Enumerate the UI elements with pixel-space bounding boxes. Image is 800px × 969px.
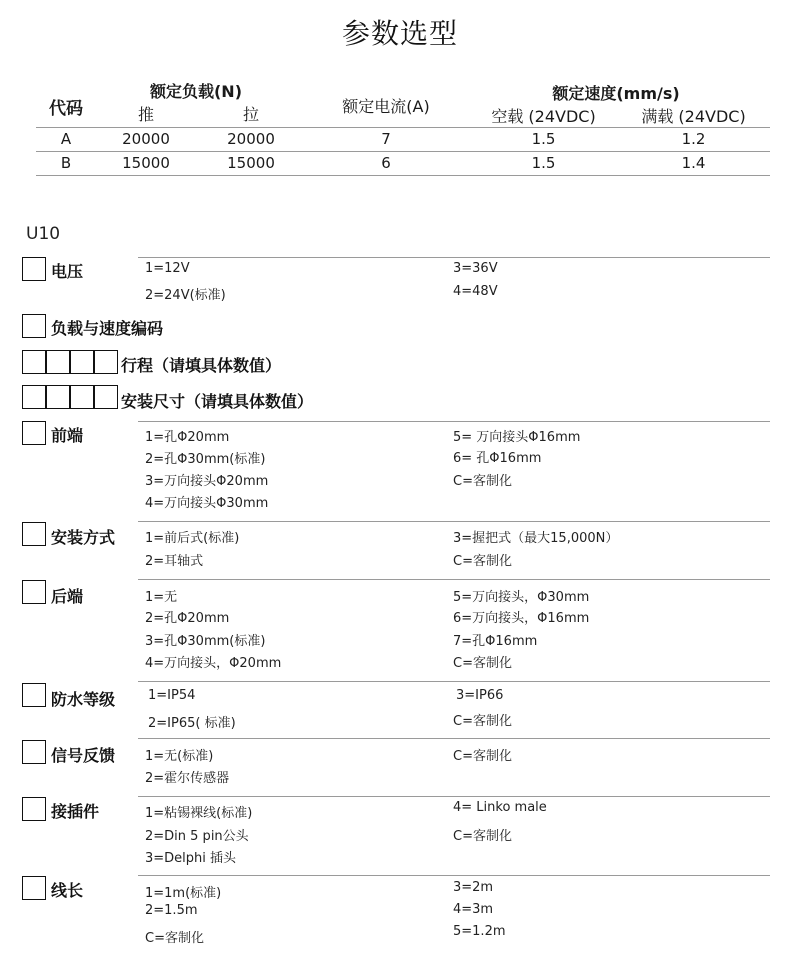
cable-length-option: 5=1.2m <box>453 924 506 939</box>
rear-end-option: 6=万向接头，Φ16mm <box>453 611 590 626</box>
header-full-load: 满载 (24VDC) <box>641 107 746 126</box>
header-rated-current: 额定电流(A) <box>342 97 430 116</box>
feedback-checkbox[interactable] <box>22 740 46 764</box>
voltage-option: 2=24V(标准) <box>145 288 226 303</box>
cable-length-option: 2=1.5m <box>145 903 198 918</box>
stroke-digit-box[interactable] <box>70 350 94 374</box>
install-size-digit-box[interactable] <box>94 385 118 409</box>
install-size-digit-box[interactable] <box>22 385 46 409</box>
page-title: 参数选型 <box>341 17 458 50</box>
row-b-pull: 15000 <box>227 154 275 172</box>
section-divider <box>138 421 770 422</box>
voltage-option: 1=12V <box>145 261 190 276</box>
feedback-option: 2=霍尔传感器 <box>145 771 230 786</box>
row-a-code: A <box>60 130 72 148</box>
cable-length-option: 4=3m <box>453 902 494 917</box>
header-rated-speed: 额定速度(mm/s) <box>552 84 680 103</box>
mounting-checkbox[interactable] <box>22 522 46 546</box>
waterproof-label: 防水等级 <box>51 690 116 709</box>
voltage-checkbox[interactable] <box>22 257 46 281</box>
waterproof-option: C=客制化 <box>453 714 512 729</box>
row-b-current: 6 <box>381 154 391 172</box>
section-divider <box>138 579 770 580</box>
row-a-push: 20000 <box>122 130 170 148</box>
spec-table <box>36 76 770 176</box>
row-b-no-load: 1.5 <box>531 154 556 172</box>
section-divider <box>138 521 770 522</box>
voltage-label: 电压 <box>51 262 84 281</box>
stroke-label: 行程（请填具体数值） <box>121 356 282 375</box>
row-a-pull: 20000 <box>227 130 275 148</box>
connector-option: 3=Delphi 插头 <box>145 851 237 866</box>
mounting-option: 3=握把式（最大15,000N） <box>453 531 619 546</box>
connector-checkbox[interactable] <box>22 797 46 821</box>
stroke-digit-box[interactable] <box>46 350 70 374</box>
cable-length-label: 线长 <box>51 881 84 900</box>
row-b-push: 15000 <box>122 154 170 172</box>
feedback-label: 信号反馈 <box>51 746 116 765</box>
waterproof-option: 3=IP66 <box>456 688 504 703</box>
load-speed-checkbox[interactable] <box>22 314 46 338</box>
waterproof-option: 1=IP54 <box>148 688 196 703</box>
rear-end-option: 7=孔Φ16mm <box>453 634 538 649</box>
rear-end-label: 后端 <box>51 587 84 606</box>
connector-option: 4= Linko male <box>453 800 547 815</box>
section-divider <box>138 738 770 739</box>
row-a-no-load: 1.5 <box>531 130 556 148</box>
cable-length-option: 3=2m <box>453 880 494 895</box>
install-size-digit-box[interactable] <box>46 385 70 409</box>
voltage-option: 3=36V <box>453 261 498 276</box>
rear-end-option: 2=孔Φ20mm <box>145 611 230 626</box>
section-divider <box>138 257 770 258</box>
section-divider <box>138 796 770 797</box>
rear-end-option: 5=万向接头，Φ30mm <box>453 590 590 605</box>
front-end-option: C=客制化 <box>453 474 512 489</box>
header-no-load: 空载 (24VDC) <box>491 107 596 126</box>
model-code: U10 <box>26 224 61 244</box>
mounting-option: 2=耳轴式 <box>145 554 204 569</box>
connector-option: 1=粘锡裸线(标准) <box>145 806 253 821</box>
front-end-option: 1=孔Φ20mm <box>145 430 230 445</box>
header-push: 推 <box>137 105 154 124</box>
connector-label: 接插件 <box>51 802 100 821</box>
header-code: 代码 <box>49 99 83 119</box>
table-rule <box>36 151 770 152</box>
front-end-option: 2=孔Φ30mm(标准) <box>145 452 266 467</box>
front-end-checkbox[interactable] <box>22 421 46 445</box>
cable-length-option: C=客制化 <box>145 931 204 946</box>
install-size-digit-box[interactable] <box>70 385 94 409</box>
mounting-label: 安装方式 <box>51 528 116 547</box>
table-rule <box>36 127 770 128</box>
stroke-digit-box[interactable] <box>22 350 46 374</box>
row-b-code: B <box>60 154 72 172</box>
front-end-option: 3=万向接头Φ20mm <box>145 474 269 489</box>
mounting-option: C=客制化 <box>453 554 512 569</box>
mounting-option: 1=前后式(标准) <box>145 531 240 546</box>
waterproof-option: 2=IP65( 标准) <box>148 716 236 731</box>
front-end-label: 前端 <box>51 426 84 445</box>
install-size-label: 安装尺寸（请填具体数值） <box>121 392 314 411</box>
front-end-option: 6= 孔Φ16mm <box>453 451 542 466</box>
connector-option: C=客制化 <box>453 829 512 844</box>
cable-length-option: 1=1m(标准) <box>145 886 222 901</box>
row-b-full-load: 1.4 <box>681 154 706 172</box>
front-end-option: 5= 万向接头Φ16mm <box>453 430 581 445</box>
front-end-option: 4=万向接头Φ30mm <box>145 496 269 511</box>
rear-end-option: 4=万向接头，Φ20mm <box>145 656 282 671</box>
row-a-current: 7 <box>381 130 391 148</box>
connector-option: 2=Din 5 pin公头 <box>145 829 249 844</box>
table-rule <box>36 175 770 176</box>
section-divider <box>138 681 770 682</box>
rear-end-option: C=客制化 <box>453 656 512 671</box>
load-speed-label: 负载与速度编码 <box>51 319 164 338</box>
cable-length-checkbox[interactable] <box>22 876 46 900</box>
feedback-option: C=客制化 <box>453 749 512 764</box>
voltage-option: 4=48V <box>453 284 498 299</box>
row-a-full-load: 1.2 <box>681 130 706 148</box>
stroke-digit-box[interactable] <box>94 350 118 374</box>
waterproof-checkbox[interactable] <box>22 683 46 707</box>
header-pull: 拉 <box>242 105 259 124</box>
rear-end-option: 1=无 <box>145 590 178 605</box>
rear-end-checkbox[interactable] <box>22 580 46 604</box>
feedback-option: 1=无(标准) <box>145 749 214 764</box>
section-divider <box>138 875 770 876</box>
header-rated-load: 额定负载(N) <box>149 82 243 101</box>
rear-end-option: 3=孔Φ30mm(标准) <box>145 634 266 649</box>
